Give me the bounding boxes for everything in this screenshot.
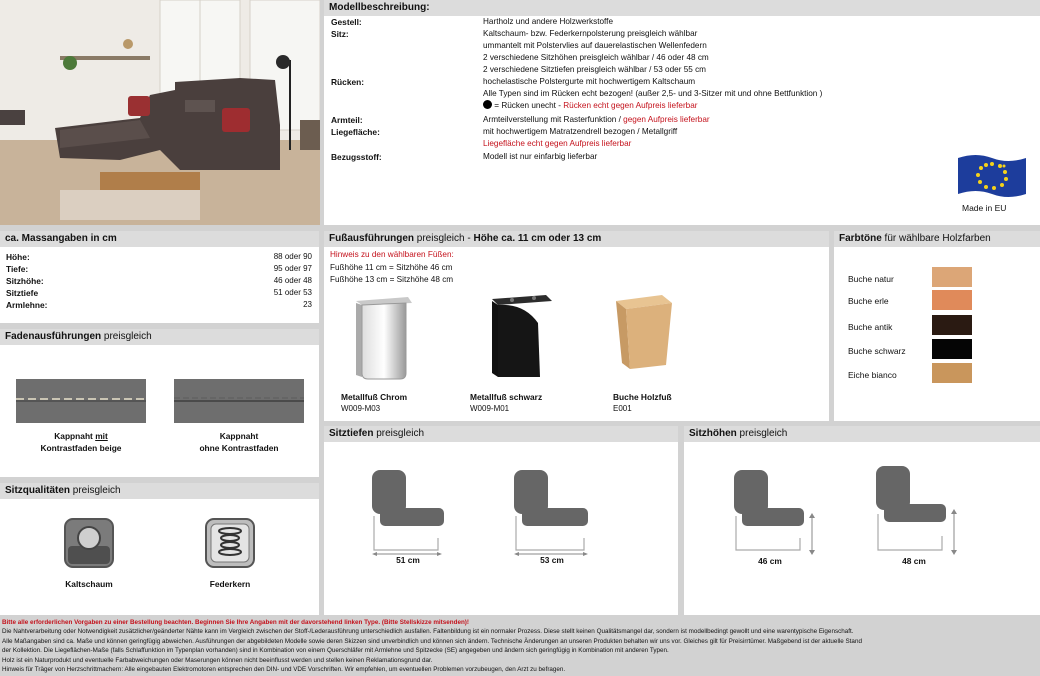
seat-height-48-icon <box>872 462 962 556</box>
chrome-foot-icon <box>352 293 416 381</box>
dimensions-title: ca. Massangaben in cm <box>0 231 319 247</box>
color-name: Buche erle <box>848 296 889 306</box>
seam-label-1 <box>16 431 146 441</box>
feet-hint: Hinweis zu den wählbaren Füßen: <box>330 250 454 259</box>
height-label: 46 cm <box>758 556 782 566</box>
height-label: 48 cm <box>902 556 926 566</box>
made-in-eu-label: Made in EU <box>962 203 1007 213</box>
model-description-title: Modellbeschreibung: <box>324 0 1040 16</box>
thread-title-bold: Fadenausführungen <box>5 331 102 342</box>
seat-quality-panel <box>0 483 319 615</box>
seat-depth-51-icon <box>368 466 448 556</box>
color-name: Buche antik <box>848 322 893 332</box>
bullet-icon <box>483 100 492 109</box>
feet-title-bold2: Höhe ca. 11 cm oder 13 cm <box>473 233 602 244</box>
seam-label-text: Kappnaht <box>54 431 96 441</box>
ruecken-note-red: Rücken echt gegen Aufpreis lieferbar <box>563 101 698 110</box>
cold-foam-icon <box>64 518 114 568</box>
dim-label: Armlehne: <box>6 300 48 310</box>
feet-title <box>324 231 829 247</box>
footer-line: Holz ist ein Naturprodukt und eventuelle Farbabweichungen oder Maserungen können nicht beeinflusst werden und stellen keinen Reklamationsgrund dar. <box>2 656 433 664</box>
wood-colors-panel <box>834 231 1040 421</box>
seat-quality-title-bold: Sitzqualitäten <box>5 485 71 496</box>
footer-notes <box>2 618 1038 676</box>
wood-colors-title <box>834 231 1040 247</box>
val-sitz-3: 2 verschiedene Sitzhöhen preisgleich wählbar / 46 oder 48 cm <box>483 53 709 62</box>
key-armteil: Armteil: <box>331 115 363 125</box>
spring-core-icon <box>205 518 255 568</box>
seat-height-46-icon <box>730 466 820 556</box>
footer-warning: Bitte alle erforderlichen Vorgaben zu einer Bestellung beachten. Beginnen Sie Ihre Angaben mit der davorstehend linken Type. (Bitte Stellskizze mitsenden)! <box>2 619 469 626</box>
val-bezugsstoff: Modell ist nur einfarbig lieferbar <box>483 152 598 161</box>
footer-line: Hinweis für Träger von Herzschrittmachern: Alle eingebauten Elektromotoren entsprechen den DIN- und VDE Vorschriften. Wir empfehlen, um eventuellen Problemen vorzubeugen, den Arzt zu befragen. <box>2 666 566 674</box>
seat-depth-panel <box>324 426 678 615</box>
armteil-red: gegen Aufpreis lieferbar <box>623 115 710 124</box>
seat-height-title-bold: Sitzhöhen <box>689 428 737 439</box>
val-armteil <box>483 114 710 126</box>
wood-foot-icon <box>612 291 676 373</box>
val-sitz-4: 2 verschiedene Sitztiefen preisgleich wählbar / 53 oder 55 cm <box>483 65 707 74</box>
dimensions-panel <box>0 231 319 323</box>
seat-depth-53-icon <box>510 466 590 556</box>
key-liegeflaeche: Liegefläche: <box>331 127 380 137</box>
foot-code: W009-M01 <box>470 404 510 413</box>
val-sitz-1: Kaltschaum- bzw. Federkernpolsterung preisgleich wählbar <box>483 29 698 38</box>
color-name: Buche natur <box>848 274 894 284</box>
dim-value: 95 oder 97 <box>273 264 312 273</box>
color-swatch <box>932 339 972 359</box>
thread-title <box>0 329 319 345</box>
wood-colors-title-light: für wählbare Holzfarben <box>881 233 991 244</box>
feet-line-2: Fußhöhe 13 cm = Sitzhöhe 48 cm <box>330 275 454 284</box>
seam-label-underline: mit <box>95 431 108 441</box>
dim-row <box>6 300 312 312</box>
seat-quality-title <box>0 483 319 499</box>
dim-row <box>6 288 312 300</box>
feet-line-1: Fußhöhe 11 cm = Sitzhöhe 46 cm <box>330 263 453 272</box>
feet-title-bold: Fußausführungen <box>329 233 414 244</box>
dim-value: 88 oder 90 <box>273 252 312 261</box>
seam-plain-icon <box>174 379 304 423</box>
seat-height-title-light: preisgleich <box>736 428 788 439</box>
color-swatch <box>932 290 972 310</box>
color-swatch <box>932 315 972 335</box>
color-name: Eiche bianco <box>848 370 897 380</box>
val-liege-2: Liegefläche echt gegen Aufpreis lieferbar <box>483 139 632 148</box>
foot-code: E001 <box>613 404 632 413</box>
seam-label-2b: ohne Kontrastfaden <box>199 443 279 453</box>
dim-label: Tiefe: <box>6 264 29 274</box>
living-room-illustration <box>0 0 320 225</box>
val-gestell: Hartholz und andere Holzwerkstoffe <box>483 17 614 26</box>
val-ruecken-3 <box>483 100 698 112</box>
key-sitz: Sitz: <box>331 29 349 39</box>
val-ruecken-2: Alle Typen sind im Rücken echt bezogen! (außer 2,5- und 3-Sitzer mit und ohne Bettfunktion ) <box>483 89 823 98</box>
dim-row <box>6 264 312 276</box>
seam-label-1b: Kontrastfaden beige <box>40 443 122 453</box>
dim-row <box>6 276 312 288</box>
foot-name: Buche Holzfuß <box>613 392 672 402</box>
thread-title-light: preisgleich <box>101 331 152 342</box>
footer-line: der Kollektion. Die Liegeflächen-Maße (falls Schlaffunktion im Typenplan vorhanden) sind in Kombination von einem Querschläfer mit Armlehne und Spitzecke (SE) angegeben und ändern sich geringfügig in Kombination mit anderen Typen. <box>2 647 669 655</box>
wood-colors-title-bold: Farbtöne <box>839 233 882 244</box>
depth-label: 53 cm <box>540 555 564 565</box>
key-ruecken: Rücken: <box>331 77 365 87</box>
dim-label: Sitztiefe <box>6 288 39 298</box>
seat-quality-title-light: preisgleich <box>70 485 121 496</box>
key-bezugsstoff: Bezugsstoff: <box>331 152 382 162</box>
val-sitz-2: ummantelt mit Polstervlies auf dauerelastischen Wellenfedern <box>483 41 707 50</box>
key-gestell: Gestell: <box>331 17 362 27</box>
color-swatch <box>932 363 972 383</box>
quality-label: Kaltschaum <box>65 579 113 589</box>
quality-label: Federkern <box>209 579 251 589</box>
footer-line: Alle Maßangaben sind ca. Maße und können geringfügig abweichen. Ausführungen der abgebildeten Modelle sowie deren Skizzen sind unverbindlich und können sich ändern. Technische Änderungen an unseren Produkten behalten wir uns vor. Gleiches gilt für Preisirrtümer. Maßgebend ist der aktuelle Stand <box>2 637 862 645</box>
seat-depth-title-light: preisgleich <box>373 428 425 439</box>
model-description-panel <box>324 0 1040 225</box>
eu-flag-icon <box>956 152 1028 200</box>
feet-title-light: preisgleich - <box>414 233 474 244</box>
dim-value: 23 <box>303 300 312 309</box>
seam-label-2: Kappnaht <box>219 431 259 441</box>
dim-value: 51 oder 53 <box>273 288 312 297</box>
seat-height-panel <box>684 426 1040 615</box>
val-ruecken-1: hochelastische Polstergurte mit hochwertigem Kaltschaum <box>483 77 696 86</box>
dim-label: Höhe: <box>6 252 30 262</box>
seam-contrast-icon <box>16 379 146 423</box>
black-foot-icon <box>484 293 556 381</box>
product-photo <box>0 0 320 225</box>
seat-depth-title <box>324 426 678 442</box>
thread-panel <box>0 329 319 477</box>
ruecken-note: = Rücken unecht - <box>494 101 564 110</box>
depth-label: 51 cm <box>396 555 420 565</box>
foot-name: Metallfuß Chrom <box>341 392 408 402</box>
armteil-text: Armteilverstellung mit Rasterfunktion / <box>483 115 624 124</box>
seat-depth-title-bold: Sitztiefen <box>329 428 374 439</box>
color-swatch <box>932 267 972 287</box>
dim-value: 46 oder 48 <box>273 276 312 285</box>
color-name: Buche schwarz <box>848 346 906 356</box>
seat-height-title <box>684 426 1040 442</box>
foot-code: W009-M03 <box>341 404 381 413</box>
val-liege-1: mit hochwertigem Matratzendrell bezogen / Metallgriff <box>483 127 678 136</box>
footer-line: Die Nahtverarbeitung oder Notwendigkeit zusätzlicher/geänderter Nähte kann im Vergleich zwischen der Stoff-/Lederausführung unterschiedlich ausfallen. Faltenbildung ist ein normaler Prozess. Diese stellt keinen Qualitätsmangel dar, sondern ist modellbedingt gewollt und eine warentypische Eigenschaft. <box>2 628 854 636</box>
dim-label: Sitzhöhe: <box>6 276 44 286</box>
dim-row <box>6 252 312 264</box>
foot-name: Metallfuß schwarz <box>470 392 543 402</box>
feet-panel <box>324 231 829 421</box>
